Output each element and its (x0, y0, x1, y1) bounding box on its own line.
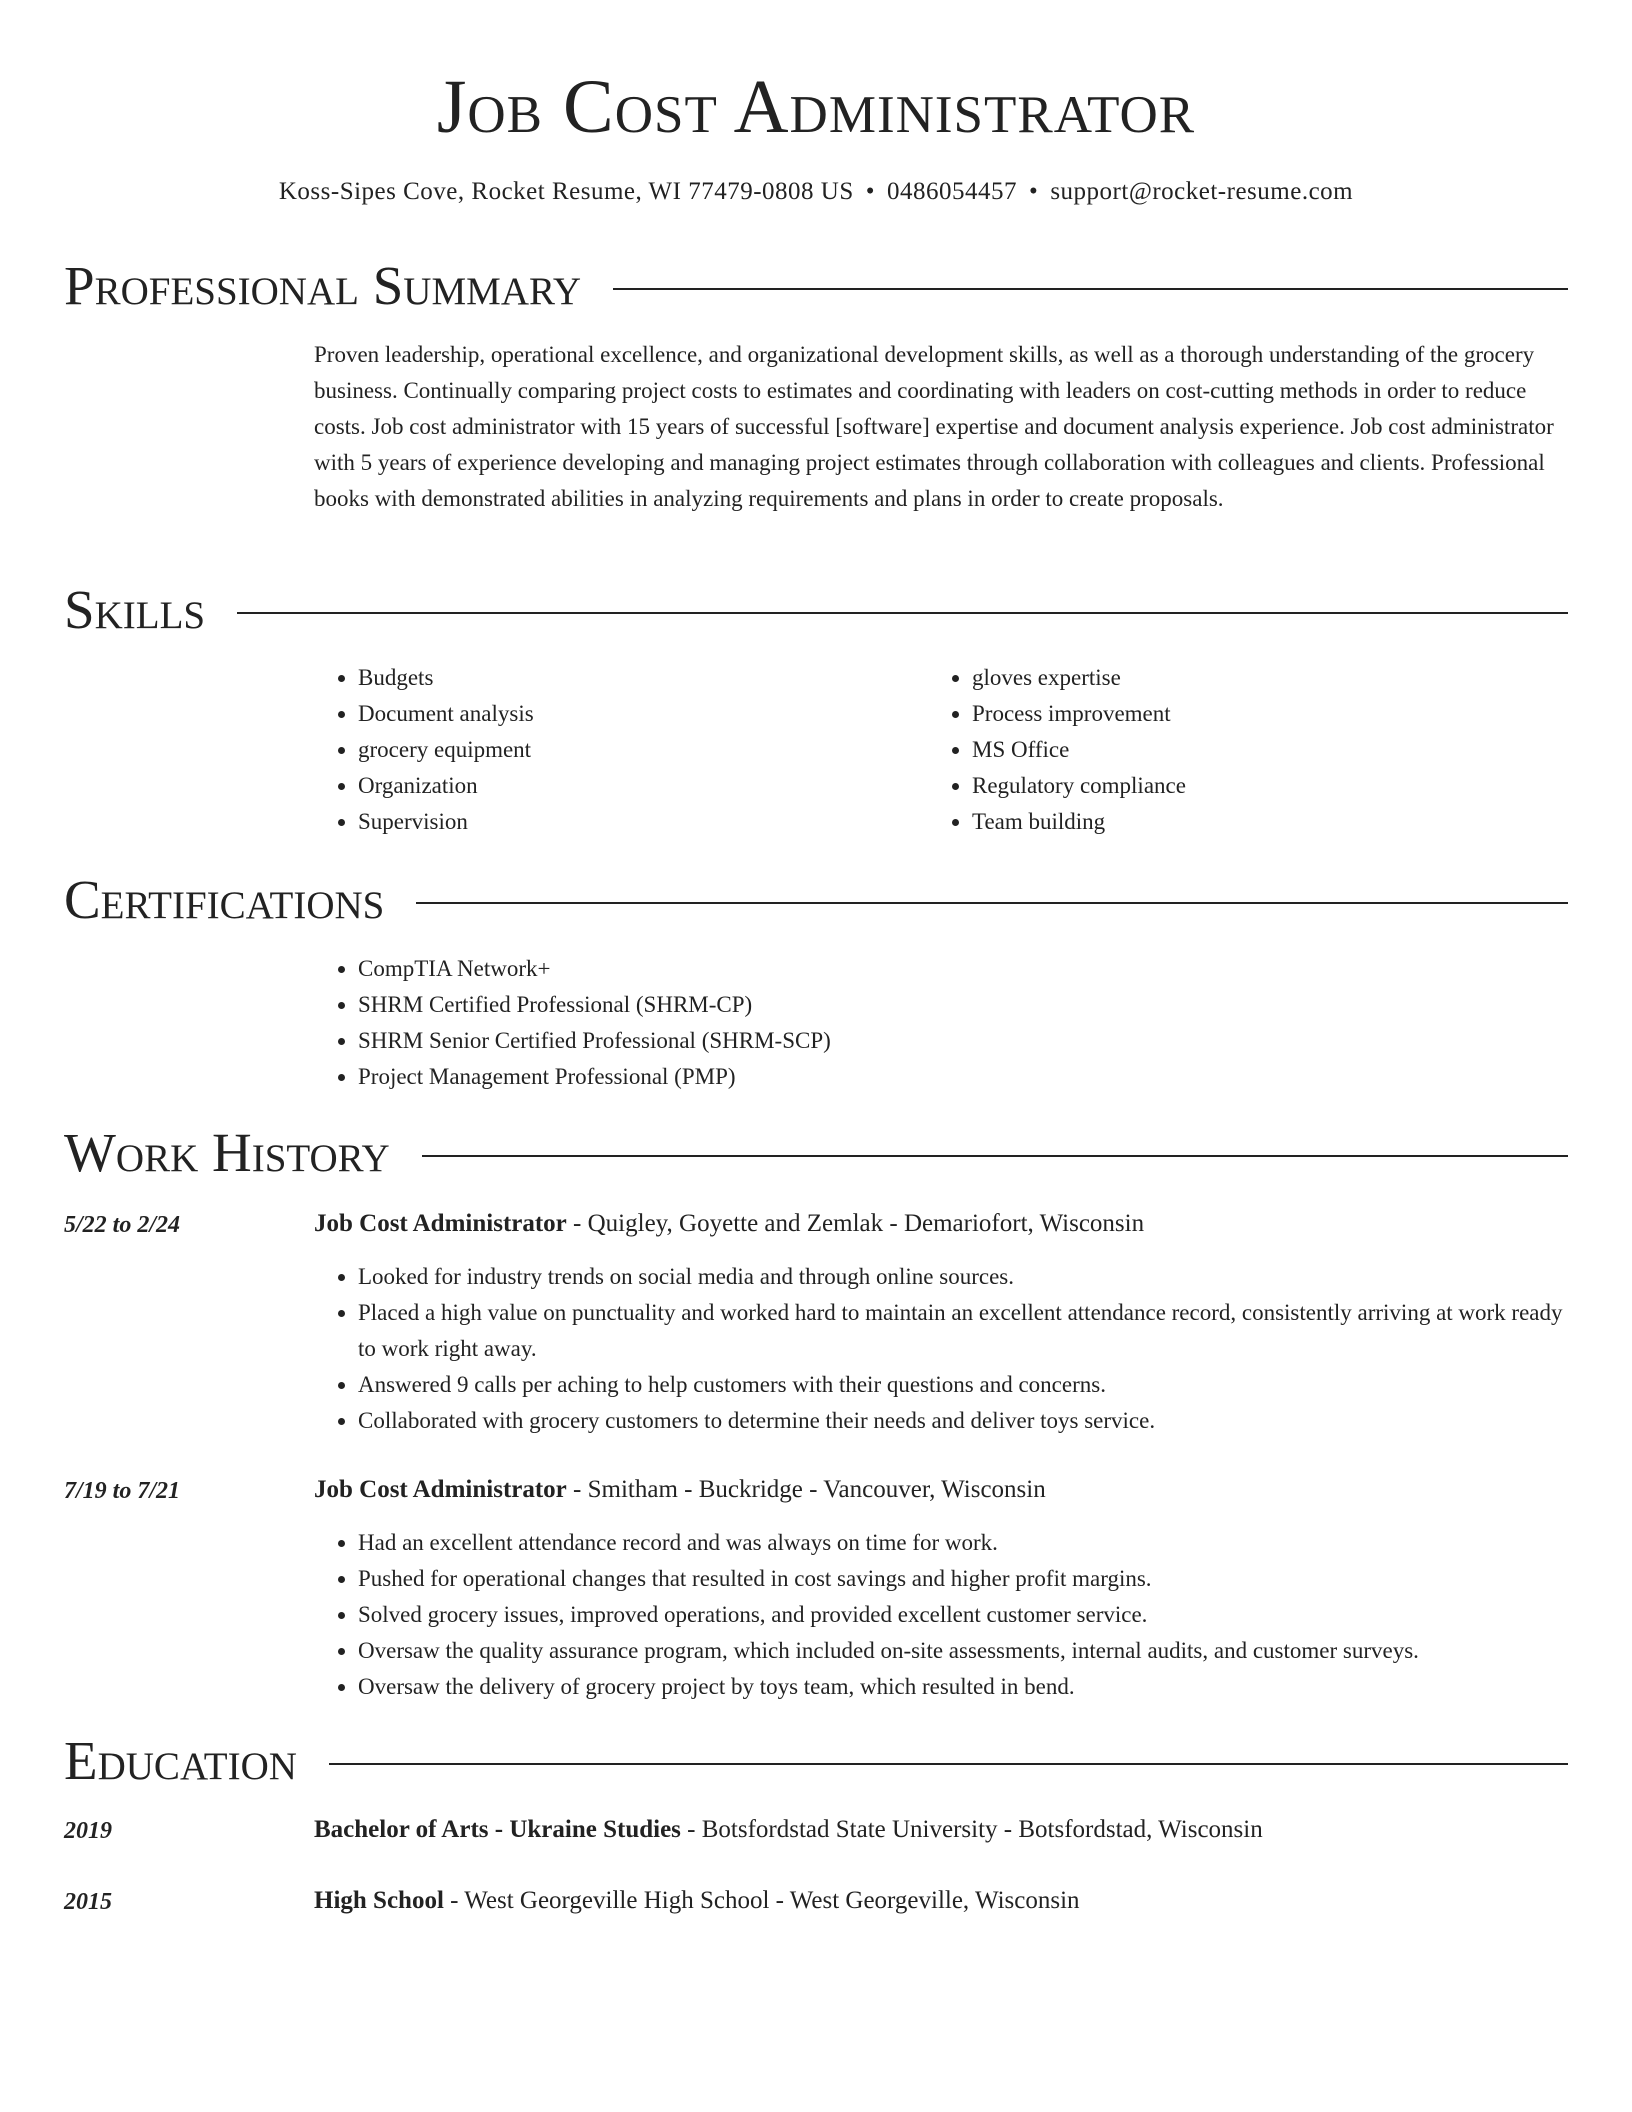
list-item: • Document analysis (358, 696, 914, 732)
education-line (314, 1814, 1568, 1846)
job-details: - Smitham - Buckridge - Vancouver, Wisconsin (566, 1476, 1046, 1503)
list-item: • MS Office (972, 732, 1528, 768)
list-item: • Collaborated with grocery customers to determine their needs and deliver toys service. (358, 1403, 1568, 1439)
section-summary-heading (64, 254, 1568, 318)
education-details: - Botsfordstad State University - Botsfordstad, Wisconsin (680, 1816, 1263, 1843)
list-item: • Regulatory compliance (972, 768, 1528, 804)
list-item: • Placed a high value on punctuality and worked hard to maintain an excellent attendance record, consistently arriving at work ready to work right away. (358, 1295, 1568, 1367)
candidate-name: Job Cost Administrator (436, 65, 1196, 149)
list-item: • grocery equipment (358, 732, 914, 768)
phone: 0486054457 (887, 178, 1018, 205)
list-item: • Budgets (358, 660, 914, 696)
section-rule (416, 902, 1568, 904)
list-item: • Project Management Professional (PMP) (358, 1059, 1568, 1095)
list-item: • Had an excellent attendance record and was always on time for work. (358, 1525, 1568, 1561)
education-degree: High School (314, 1887, 444, 1914)
separator: • (865, 178, 876, 205)
job-dates: 5/22 to 2/24 (64, 1212, 181, 1238)
list-item: • Oversaw the delivery of grocery project by toys team, which resulted in bend. (358, 1669, 1568, 1705)
section-title: Work History (64, 1122, 390, 1183)
job-details: - Quigley, Goyette and Zemlak - Demariofort, Wisconsin (566, 1210, 1145, 1237)
job-dates: 7/19 to 7/21 (64, 1478, 181, 1504)
list-item: • SHRM Senior Certified Professional (SHRM-SCP) (358, 1023, 1568, 1059)
education-year: 2015 (64, 1889, 112, 1915)
education-line (314, 1885, 1568, 1917)
education-degree: Bachelor of Arts - Ukraine Studies (314, 1816, 681, 1843)
email: support@rocket-resume.com (1050, 178, 1354, 205)
address: Koss-Sipes Cove, Rocket Resume, WI 77479-0808 US (278, 178, 854, 205)
section-work-heading (64, 1121, 1568, 1185)
job-title-line (314, 1208, 1568, 1240)
contact-line (64, 176, 1568, 208)
list-item: • gloves expertise (972, 660, 1528, 696)
list-item: • Organization (358, 768, 914, 804)
section-title: Skills (64, 579, 206, 640)
section-title: Professional Summary (64, 255, 582, 316)
section-rule (237, 612, 1568, 614)
section-title: Certifications (64, 869, 385, 930)
job-role: Job Cost Administrator (314, 1476, 567, 1503)
section-certifications-heading (64, 868, 1568, 932)
list-item: • Solved grocery issues, improved operations, and provided excellent customer service. (358, 1597, 1568, 1633)
section-title: Education (64, 1730, 297, 1791)
section-rule (329, 1763, 1568, 1765)
job-bullets (314, 1525, 1568, 1705)
list-item: • SHRM Certified Professional (SHRM-CP) (358, 987, 1568, 1023)
summary-text: Proven leadership, operational excellence, and organizational development skills, as well as a thorough understanding of the grocery business. Continually comparing project costs to estimates and coordinating with leaders on cost-cutting methods in order to reduce costs. Job cost administrator with 15 years of successful [software] expertise and document analysis experience. Job cost administrator with 5 years of experience developing and managing project estimates through collaboration with colleagues and clients. Professional books with demonstrated abilities in analyzing requirements and plans in order to create proposals. (314, 342, 1554, 511)
list-item: • Answered 9 calls per aching to help customers with their questions and concerns. (358, 1367, 1568, 1403)
list-item: • Looked for industry trends on social media and through online sources. (358, 1259, 1568, 1295)
section-rule (422, 1155, 1568, 1157)
job-title-line (314, 1474, 1568, 1506)
education-details: - West Georgeville High School - West Georgeville, Wisconsin (443, 1887, 1080, 1914)
list-item: • CompTIA Network+ (358, 951, 1568, 987)
skills-column-left (314, 660, 914, 840)
skills-column-right (928, 660, 1528, 840)
certifications-list (314, 951, 1568, 1095)
separator: • (1029, 178, 1039, 205)
section-education-heading (64, 1729, 1568, 1793)
list-item: • Team building (972, 804, 1528, 840)
job-role: Job Cost Administrator (314, 1210, 567, 1237)
section-skills-heading (64, 578, 1568, 642)
section-rule (613, 288, 1568, 290)
list-item: • Supervision (358, 804, 914, 840)
education-year: 2019 (64, 1818, 112, 1844)
job-bullets (314, 1259, 1568, 1439)
list-item: • Pushed for operational changes that resulted in cost savings and higher profit margins. (358, 1561, 1568, 1597)
list-item: • Process improvement (972, 696, 1528, 732)
list-item: • Oversaw the quality assurance program, which included on-site assessments, internal audits, and customer surveys. (358, 1633, 1568, 1669)
